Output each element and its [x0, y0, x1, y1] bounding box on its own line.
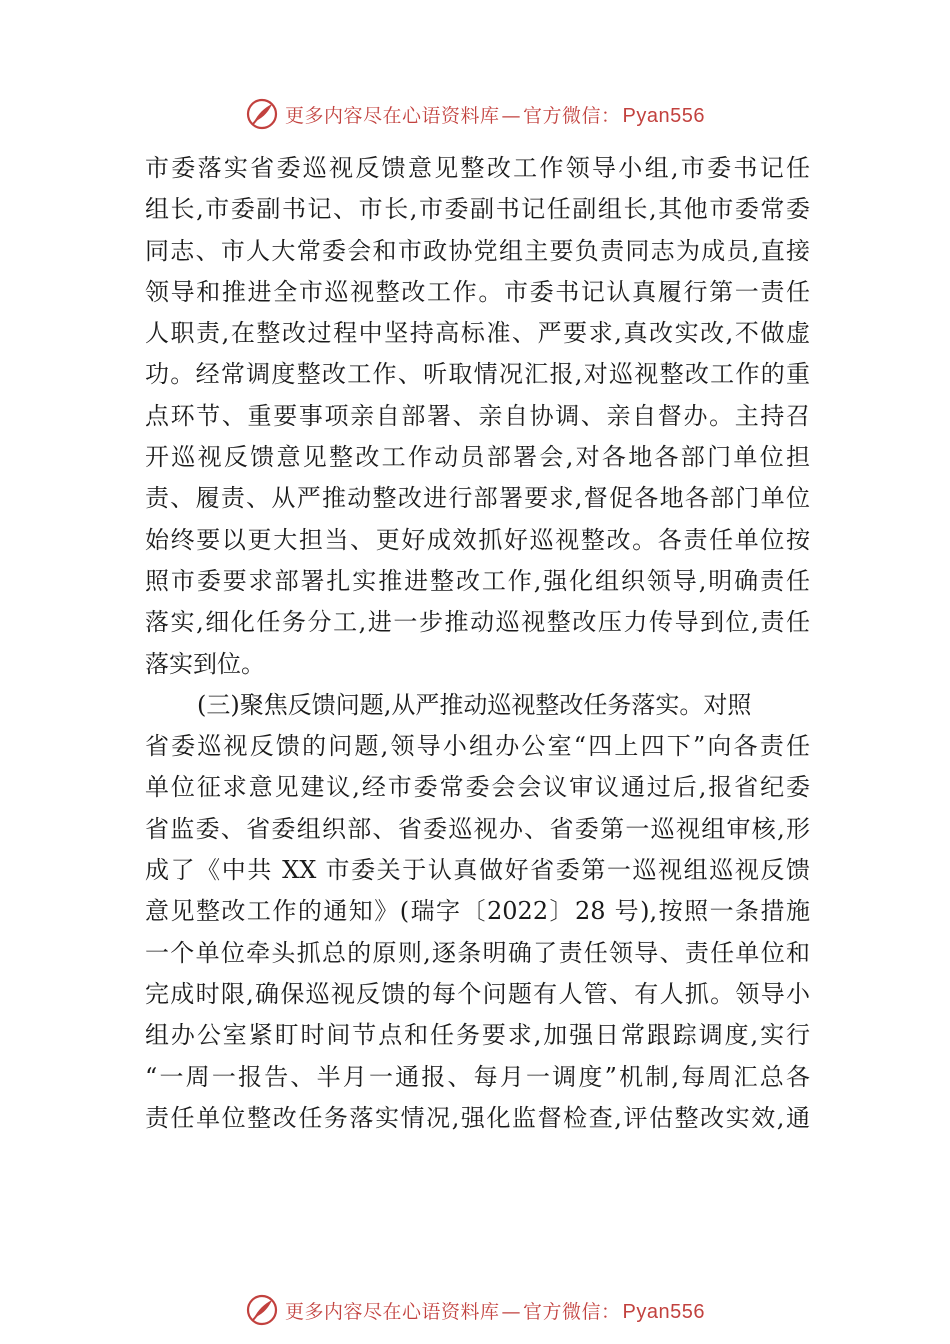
- body-line: 意见整改工作的通知》(瑞字〔2022〕28 号),按照一条措施: [145, 897, 810, 926]
- body-line: 功。经常调度整改工作、听取情况汇报,对巡视整改工作的重: [145, 360, 810, 389]
- header-watermark-banner: [0, 94, 950, 134]
- body-line: 责、履责、从严推动整改进行部署要求,督促各地各部门单位: [145, 484, 810, 513]
- footer-site-name: 更多内容尽在心语资料库: [285, 1300, 500, 1323]
- section-heading-line: (三)聚焦反馈问题,从严推动巡视整改任务落实。对照: [197, 690, 752, 719]
- body-line: 人职责,在整改过程中坚持高标准、严要求,真改实改,不做虚: [145, 319, 810, 348]
- footer-watermark-banner: [0, 1290, 950, 1330]
- body-line: 点环节、重要事项亲自部署、亲自协调、亲自督办。主持召: [145, 401, 810, 430]
- body-line: 组长,市委副书记、市长,市委副书记任副组长,其他市委常委: [145, 195, 810, 224]
- body-line: 市委落实省委巡视反馈意见整改工作领导小组,市委书记任: [145, 154, 810, 182]
- header-official-label: 官方微信：: [523, 104, 621, 127]
- body-line: 照市委要求部署扎实推进整改工作,强化组织领导,明确责任: [145, 566, 810, 595]
- footer-watermark-text: [285, 1297, 705, 1324]
- footer-official-label: 官方微信：: [523, 1300, 621, 1323]
- body-line-paragraph-end: 落实到位。: [145, 649, 265, 678]
- footer-dash: —: [501, 1300, 522, 1323]
- quill-pen-icon: [245, 1293, 279, 1327]
- body-line: 省监委、省委组织部、省委巡视办、省委第一巡视组审核,形: [145, 814, 810, 843]
- quill-pen-icon: [245, 97, 279, 131]
- header-dash: —: [501, 104, 522, 127]
- body-line: 始终要以更大担当、更好成效抓好巡视整改。各责任单位按: [145, 525, 810, 554]
- body-line: 单位征求意见建议,经市委常委会会议审议通过后,报省纪委: [145, 773, 810, 802]
- header-watermark-text: [285, 101, 705, 128]
- footer-wechat-id: Pyan556: [622, 1300, 705, 1323]
- body-line: 开巡视反馈意见整改工作动员部署会,对各地各部门单位担: [145, 443, 810, 472]
- body-line: “一周一报告、半月一通报、每月一调度”机制,每周汇总各: [145, 1062, 810, 1091]
- body-line: 省委巡视反馈的问题,领导小组办公室“四上四下”向各责任: [145, 732, 810, 761]
- header-wechat-id: Pyan556: [622, 104, 705, 127]
- body-line: 成了《中共 XX 市委关于认真做好省委第一巡视组巡视反馈: [145, 856, 810, 885]
- body-line: 同志、市人大常委会和市政协党组主要负责同志为成员,直接: [145, 236, 810, 265]
- body-line: 落实,细化任务分工,进一步推动巡视整改压力传导到位,责任: [145, 608, 810, 637]
- body-line: 组办公室紧盯时间节点和任务要求,加强日常跟踪调度,实行: [145, 1021, 810, 1050]
- body-line: 责任单位整改任务落实情况,强化监督检查,评估整改实效,通: [145, 1103, 810, 1132]
- body-line: 领导和推进全市巡视整改工作。市委书记认真履行第一责任: [145, 277, 810, 306]
- body-line: 完成时限,确保巡视反馈的每个问题有人管、有人抓。领导小: [145, 979, 810, 1008]
- body-line: 一个单位牵头抓总的原则,逐条明确了责任领导、责任单位和: [145, 938, 810, 967]
- document-body: [145, 148, 810, 1139]
- header-site-name: 更多内容尽在心语资料库: [285, 104, 500, 127]
